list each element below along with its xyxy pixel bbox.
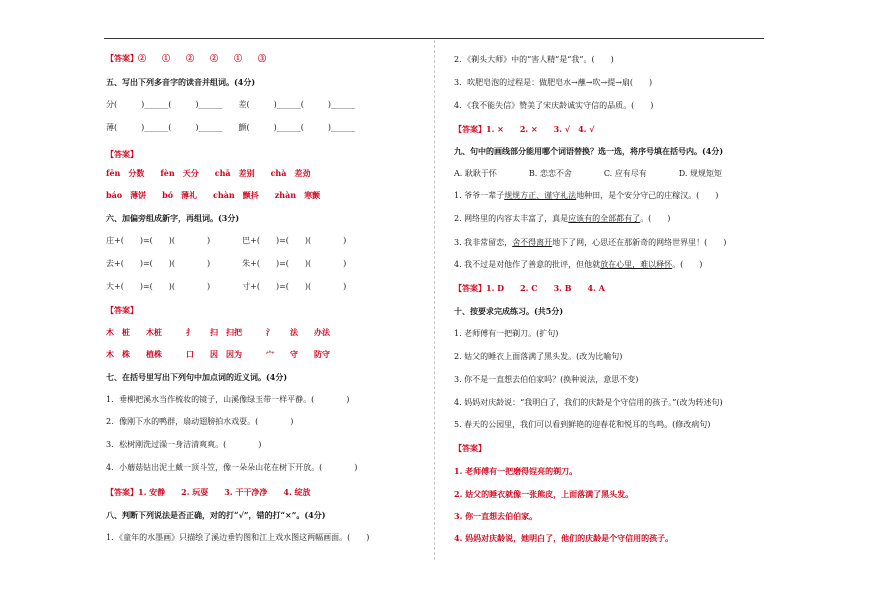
q10-item-3: 3. 你不是一直想去伯伯家吗？(换种说法，意思不变) (454, 375, 639, 384)
answer-q5-row-1: fēn 分数 fèn 天分 chā 差别 chà 差劲 (106, 168, 311, 178)
q10-item-5: 5. 春天的公园里，我们可以看到鲜艳的迎春花和悦耳的鸟鸣。(修改病句) (454, 420, 711, 429)
q8-title: 八、判断下列说法是否正确，对的打“√”，错的打“×”。(4分) (106, 510, 326, 520)
answer-q10-2: 2. 姑父的睡衣就像一张熊皮，上面落满了黑头发。 (454, 489, 634, 499)
q9-item-4-pre: 4. 我不过是对他作了善意的批评，但他就 (454, 260, 601, 269)
q10-item-4: 4. 妈妈对庆龄说：“我明白了，我们的庆龄是个守信用的孩子。”(改为转述句) (454, 398, 723, 407)
q9-item-3 (454, 238, 726, 248)
q6-row-2: 去+( )=( )( ) 朱+( )=( )( ) (106, 259, 347, 268)
q9-item-1 (454, 191, 718, 201)
q7-title: 七、在括号里写出下列句中加点词的近义词。(4分) (106, 372, 288, 382)
answer-q7: 【答案】1. 安静 2. 玩耍 3. 干干净净 4. 绽放 (106, 487, 311, 497)
answer-q6-row-1: 木 桩 木桩 扌 扫 扫把 氵 法 办法 (106, 327, 330, 337)
q7-item-2: 2．像刚下水的鸭群，扇动翅膀拍水戏耍。( ) (106, 417, 294, 426)
q9-item-4-underline: 放在心里，难以释怀 (600, 260, 673, 269)
q9-item-4 (454, 260, 702, 270)
answer-q8: 【答案】1. × 2. × 3. √ 4. √ (454, 124, 595, 134)
q9-item-3-pre: 3. 我非常留恋， (454, 238, 513, 247)
column-divider (434, 40, 435, 560)
q5-row-1: 分( )______( )______ 差( )______( )______ (106, 100, 355, 109)
q7-item-4: 4．小蘑菇钻出泥土戴一顶斗笠，像一朵朵山花在树下开放。( ) (106, 463, 358, 472)
answer-q4: 【答案】② ① ② ② ① ③ (106, 53, 266, 63)
answer-q6-label: 【答案】 (106, 305, 138, 315)
q9-item-1-underline: 规规方正、谨守礼法 (504, 191, 577, 200)
top-rule (104, 38, 764, 39)
answer-q5-row-2: báo 薄饼 bó 薄礼 chàn 颤抖 zhàn 寒颤 (106, 190, 321, 200)
q9-options: A. 耿耿于怀 B. 恋恋不舍 C. 应有尽有 D. 规规矩矩 (454, 169, 722, 178)
answer-q10-4: 4. 妈妈对庆龄说，她明白了，他们的庆龄是个守信用的孩子。 (454, 533, 674, 543)
q8-item-4: 4．《我不能失信》赞美了宋庆龄诚实守信的品质。( ) (454, 101, 654, 110)
answer-q10-3: 3. 你一直想去伯伯家。 (454, 511, 538, 521)
q9-item-2-post: 。( ) (640, 214, 671, 223)
q8-item-2: 2．《剃头大师》中的“害人精”是“我”。( ) (454, 55, 614, 64)
q5-title: 五、写出下列多音字的读音并组词。(4分) (106, 77, 256, 87)
q10-item-2: 2. 姑父的睡衣上面落满了黑头发。(改为比喻句) (454, 352, 623, 361)
q8-item-1: 1．《童年的水墨画》只描绘了溪边垂钓图和江上戏水图这两幅画面。( ) (106, 533, 370, 542)
answer-q10-label: 【答案】 (454, 443, 486, 453)
q6-row-1: 庄+( )=( )( ) 巴+( )=( )( ) (106, 236, 347, 245)
answer-q6-row-2: 木 株 植株 口 因 因为 宀 守 防守 (106, 349, 330, 359)
q9-item-2-pre: 2. 网络里的内容太丰富了，真是 (454, 214, 569, 223)
answer-q5-label: 【答案】 (106, 149, 138, 159)
answer-q9: 【答案】1. D 2. C 3. B 4. A (454, 283, 605, 293)
q8-item-3: 3．吹肥皂泡的过程是：做肥皂水→蘸→吹→提→扇( ) (454, 78, 653, 87)
q7-item-1: 1．垂柳把溪水当作梳妆的镜子，山溪像绿玉带一样平静。( ) (106, 395, 350, 404)
q7-item-3: 3．松树刚洗过澡一身洁清爽爽。( ) (106, 440, 262, 449)
q9-item-3-underline: 舍不得离开 (512, 238, 553, 247)
q10-title: 十、按要求完成练习。(共5分) (454, 306, 564, 316)
q9-item-3-post: 地下了网，心思还在那新奇的网络世界里！( ) (552, 238, 727, 247)
answer-q10-1: 1. 老师傅有一把磨得锃亮的剃刀。 (454, 466, 578, 476)
q9-item-1-post: 地种田，是个安分守己的庄稼汉。( ) (576, 191, 719, 200)
q6-title: 六、加偏旁组成新字，再组词。(3分) (106, 213, 240, 223)
q6-row-3: 大+( )=( )( ) 寸+( )=( )( ) (106, 282, 347, 291)
q9-item-2 (454, 214, 670, 224)
q9-item-4-post: 。( ) (672, 260, 703, 269)
q5-row-2: 薄( )______( )______ 颤( )______( )______ (106, 123, 355, 132)
q9-title: 九、句中的画线部分能用哪个词语替换？选一选，将序号填在括号内。(4分) (454, 146, 724, 156)
q9-item-2-underline: 应该有的全部都有了 (568, 214, 641, 223)
q10-item-1: 1. 老师傅有一把剃刀。(扩句) (454, 329, 559, 338)
q9-item-1-pre: 1. 爷爷一辈子 (454, 191, 505, 200)
